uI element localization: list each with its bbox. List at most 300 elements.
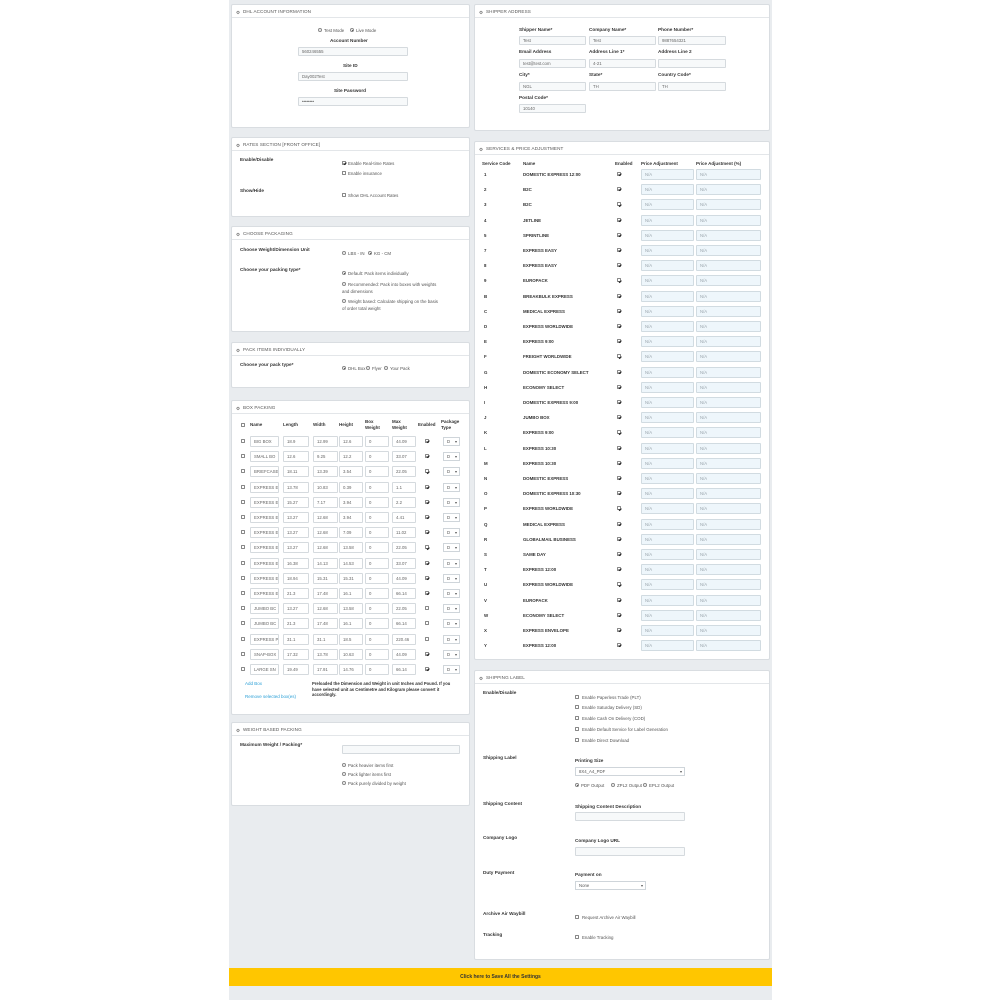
price-adjustment-pct-input[interactable]: N/A bbox=[696, 534, 761, 545]
box-length-input[interactable]: 13.27 bbox=[283, 542, 309, 553]
package-type-select[interactable] bbox=[443, 650, 460, 659]
saturday-checkbox[interactable] bbox=[575, 705, 579, 709]
row-select-checkbox[interactable] bbox=[241, 621, 245, 625]
box-weight-input[interactable]: 0 bbox=[365, 466, 389, 477]
box-width-input[interactable]: 12.68 bbox=[313, 542, 338, 553]
price-adjustment-pct-input[interactable]: N/A bbox=[696, 503, 761, 514]
service-enabled-checkbox[interactable] bbox=[617, 506, 621, 510]
price-adjustment-input[interactable]: N/A bbox=[641, 230, 694, 241]
package-type-select[interactable] bbox=[443, 498, 460, 507]
box-width-input[interactable]: 13.39 bbox=[313, 466, 338, 477]
box-height-input[interactable]: 14.76 bbox=[339, 664, 363, 675]
price-adjustment-input[interactable]: N/A bbox=[641, 503, 694, 514]
package-type-select[interactable] bbox=[443, 589, 460, 598]
price-adjustment-pct-input[interactable]: N/A bbox=[696, 230, 761, 241]
service-enabled-checkbox[interactable] bbox=[617, 537, 621, 541]
box-length-input[interactable]: 17.32 bbox=[283, 649, 309, 660]
box-enabled-checkbox[interactable] bbox=[425, 621, 429, 625]
your-pack-radio[interactable] bbox=[384, 366, 388, 370]
cod-checkbox[interactable] bbox=[575, 716, 579, 720]
box-enabled-checkbox[interactable] bbox=[425, 469, 429, 473]
service-enabled-checkbox[interactable] bbox=[617, 522, 621, 526]
box-max-weight-input[interactable]: 66.14 bbox=[392, 664, 416, 675]
price-adjustment-input[interactable]: N/A bbox=[641, 245, 694, 256]
row-select-checkbox[interactable] bbox=[241, 606, 245, 610]
service-enabled-checkbox[interactable] bbox=[617, 643, 621, 647]
price-adjustment-input[interactable]: N/A bbox=[641, 549, 694, 560]
email-input[interactable]: test@test.com bbox=[519, 59, 586, 68]
price-adjustment-pct-input[interactable]: N/A bbox=[696, 640, 761, 651]
price-adjustment-input[interactable]: N/A bbox=[641, 382, 694, 393]
box-max-weight-input[interactable]: 11.02 bbox=[392, 527, 416, 538]
box-length-input[interactable]: 19.49 bbox=[283, 664, 309, 675]
box-max-weight-input[interactable]: 44.09 bbox=[392, 573, 416, 584]
box-name-input[interactable]: BRIEFCASE bbox=[250, 466, 279, 477]
service-enabled-checkbox[interactable] bbox=[617, 567, 621, 571]
pack-weight-radio[interactable] bbox=[342, 299, 346, 303]
price-adjustment-pct-input[interactable]: N/A bbox=[696, 260, 761, 271]
service-code: 3 bbox=[484, 202, 487, 208]
box-weight-input[interactable]: 0 bbox=[365, 542, 389, 553]
box-length-input[interactable]: 18.94 bbox=[283, 573, 309, 584]
package-type-select[interactable] bbox=[443, 665, 460, 674]
flyer-radio[interactable] bbox=[366, 366, 370, 370]
row-select-checkbox[interactable] bbox=[241, 545, 245, 549]
box-weight-input[interactable]: 0 bbox=[365, 603, 389, 614]
service-enabled-checkbox[interactable] bbox=[617, 552, 621, 556]
box-name-input[interactable]: EXPRESS E bbox=[250, 497, 279, 508]
postal-input[interactable]: 10140 bbox=[519, 104, 586, 113]
package-type-select[interactable] bbox=[443, 528, 460, 537]
box-width-input[interactable]: 31.1 bbox=[313, 634, 338, 645]
printing-size-select[interactable] bbox=[575, 767, 685, 776]
box-weight-input[interactable]: 0 bbox=[365, 588, 389, 599]
test-mode-radio[interactable] bbox=[318, 28, 322, 32]
price-adjustment-input[interactable]: N/A bbox=[641, 427, 694, 438]
box-max-weight-input[interactable]: 44.09 bbox=[392, 649, 416, 660]
box-name-input[interactable]: JUMBO BC bbox=[250, 603, 279, 614]
service-enabled-checkbox[interactable] bbox=[617, 430, 621, 434]
box-max-weight-input[interactable]: 4.41 bbox=[392, 512, 416, 523]
package-type-select[interactable] bbox=[443, 467, 460, 476]
box-width-input[interactable]: 15.31 bbox=[313, 573, 338, 584]
box-height-input[interactable]: 14.53 bbox=[339, 558, 363, 569]
box-weight-input[interactable]: 0 bbox=[365, 436, 389, 447]
col-service-enabled: Enabled bbox=[615, 161, 633, 166]
box-height-input[interactable]: 18.5 bbox=[339, 634, 363, 645]
shipper-name-input[interactable]: Test bbox=[519, 36, 586, 45]
enable-realtime-checkbox[interactable] bbox=[342, 161, 346, 165]
price-adjustment-pct-input[interactable]: N/A bbox=[696, 351, 761, 362]
package-type-select[interactable] bbox=[443, 559, 460, 568]
box-enabled-checkbox[interactable] bbox=[425, 439, 429, 443]
box-enabled-checkbox[interactable] bbox=[425, 530, 429, 534]
price-adjustment-pct-input[interactable]: N/A bbox=[696, 595, 761, 606]
price-adjustment-pct-input[interactable]: N/A bbox=[696, 564, 761, 575]
divided-weight-radio[interactable] bbox=[342, 781, 346, 785]
service-enabled-checkbox[interactable] bbox=[617, 294, 621, 298]
price-adjustment-input[interactable]: N/A bbox=[641, 625, 694, 636]
table-row bbox=[232, 558, 471, 570]
price-adjustment-pct-input[interactable]: N/A bbox=[696, 275, 761, 286]
box-name-input[interactable]: EXPRESS P bbox=[250, 634, 279, 645]
box-name-input[interactable]: LARGE SN bbox=[250, 664, 279, 675]
box-width-input[interactable]: 17.48 bbox=[313, 618, 338, 629]
service-enabled-checkbox[interactable] bbox=[617, 339, 621, 343]
box-name-input[interactable]: EXPRESS E bbox=[250, 573, 279, 584]
box-length-input[interactable]: 21.3 bbox=[283, 588, 309, 599]
payment-on-select[interactable] bbox=[575, 881, 646, 890]
service-enabled-checkbox[interactable] bbox=[617, 385, 621, 389]
package-type-select[interactable] bbox=[443, 543, 460, 552]
box-name-input[interactable]: EXPRESS E bbox=[250, 558, 279, 569]
price-adjustment-input[interactable]: N/A bbox=[641, 169, 694, 180]
price-adjustment-input[interactable]: N/A bbox=[641, 595, 694, 606]
service-enabled-checkbox[interactable] bbox=[617, 187, 621, 191]
box-enabled-checkbox[interactable] bbox=[425, 591, 429, 595]
price-adjustment-input[interactable]: N/A bbox=[641, 336, 694, 347]
box-length-input[interactable]: 18.9 bbox=[283, 436, 309, 447]
price-adjustment-pct-input[interactable]: N/A bbox=[696, 443, 761, 454]
box-width-input[interactable]: 9.25 bbox=[313, 451, 338, 462]
box-name-input[interactable]: EXPRESS E bbox=[250, 588, 279, 599]
box-weight-input[interactable]: 0 bbox=[365, 527, 389, 538]
site-password-input[interactable]: •••••••• bbox=[298, 97, 408, 106]
package-type-select[interactable] bbox=[443, 604, 460, 613]
box-height-input[interactable]: 10.63 bbox=[339, 649, 363, 660]
zpl2-output-radio[interactable] bbox=[611, 783, 615, 787]
box-weight-input[interactable]: 0 bbox=[365, 573, 389, 584]
box-name-input[interactable]: JUMBO BC bbox=[250, 618, 279, 629]
row-select-checkbox[interactable] bbox=[241, 515, 245, 519]
package-type-select[interactable] bbox=[443, 635, 460, 644]
box-height-input[interactable]: 16.1 bbox=[339, 588, 363, 599]
service-enabled-checkbox[interactable] bbox=[617, 400, 621, 404]
row-select-checkbox[interactable] bbox=[241, 485, 245, 489]
direct-download-checkbox[interactable] bbox=[575, 738, 579, 742]
box-weight-input[interactable]: 0 bbox=[365, 618, 389, 629]
box-enabled-checkbox[interactable] bbox=[425, 576, 429, 580]
box-max-weight-input[interactable]: 66.14 bbox=[392, 618, 416, 629]
price-adjustment-input[interactable]: N/A bbox=[641, 275, 694, 286]
box-weight-input[interactable]: 0 bbox=[365, 664, 389, 675]
row-select-checkbox[interactable] bbox=[241, 530, 245, 534]
row-select-checkbox[interactable] bbox=[241, 561, 245, 565]
package-type-select[interactable] bbox=[443, 437, 460, 446]
box-weight-input[interactable]: 0 bbox=[365, 497, 389, 508]
service-enabled-checkbox[interactable] bbox=[617, 218, 621, 222]
price-adjustment-pct-input[interactable]: N/A bbox=[696, 306, 761, 317]
pdf-output-radio[interactable] bbox=[575, 783, 579, 787]
service-enabled-checkbox[interactable] bbox=[617, 202, 621, 206]
shipping-content-input[interactable] bbox=[575, 812, 685, 821]
price-adjustment-input[interactable]: N/A bbox=[641, 184, 694, 195]
price-adjustment-pct-input[interactable]: N/A bbox=[696, 488, 761, 499]
box-enabled-checkbox[interactable] bbox=[425, 652, 429, 656]
service-code: 1 bbox=[484, 172, 487, 177]
plt-checkbox[interactable] bbox=[575, 695, 579, 699]
chevron-down-icon: ▾ bbox=[454, 499, 457, 505]
price-adjustment-input[interactable]: N/A bbox=[641, 260, 694, 271]
country-input[interactable]: TH bbox=[658, 82, 726, 91]
box-width-input[interactable]: 13.78 bbox=[313, 649, 338, 660]
service-enabled-checkbox[interactable] bbox=[617, 476, 621, 480]
box-max-weight-input[interactable]: 22.05 bbox=[392, 466, 416, 477]
unit-kg-radio[interactable] bbox=[368, 251, 372, 255]
row-select-checkbox[interactable] bbox=[241, 500, 245, 504]
row-select-checkbox[interactable] bbox=[241, 667, 245, 671]
box-name-input[interactable]: SNAP-BOX bbox=[250, 649, 279, 660]
box-name-input[interactable]: EXPRESS E bbox=[250, 482, 279, 493]
box-height-input[interactable]: 0.39 bbox=[339, 482, 363, 493]
live-mode-radio[interactable] bbox=[350, 28, 354, 32]
select-all-checkbox[interactable] bbox=[241, 423, 245, 427]
box-width-input[interactable]: 12.99 bbox=[313, 436, 338, 447]
service-name: ECONOMY SELECT bbox=[523, 384, 565, 390]
price-adjustment-input[interactable]: N/A bbox=[641, 640, 694, 651]
box-length-input[interactable]: 13.27 bbox=[283, 512, 309, 523]
price-adjustment-pct-input[interactable]: N/A bbox=[696, 397, 761, 408]
service-enabled-checkbox[interactable] bbox=[617, 370, 621, 374]
row-select-checkbox[interactable] bbox=[241, 576, 245, 580]
price-adjustment-pct-input[interactable]: N/A bbox=[696, 245, 761, 256]
service-enabled-checkbox[interactable] bbox=[617, 491, 621, 495]
package-type-select[interactable] bbox=[443, 574, 460, 583]
box-width-input[interactable]: 14.13 bbox=[313, 558, 338, 569]
enable-insurance-checkbox[interactable] bbox=[342, 171, 346, 175]
row-select-checkbox[interactable] bbox=[241, 439, 245, 443]
price-adjustment-input[interactable]: N/A bbox=[641, 534, 694, 545]
box-name-input[interactable]: BIG BOX bbox=[250, 436, 279, 447]
box-max-weight-input[interactable]: 33.07 bbox=[392, 451, 416, 462]
service-enabled-checkbox[interactable] bbox=[617, 446, 621, 450]
price-adjustment-pct-input[interactable]: N/A bbox=[696, 382, 761, 393]
box-length-input[interactable]: 18.11 bbox=[283, 466, 309, 477]
box-max-weight-input[interactable]: 220.46 bbox=[392, 634, 416, 645]
price-adjustment-input[interactable]: N/A bbox=[641, 397, 694, 408]
price-adjustment-pct-input[interactable]: N/A bbox=[696, 579, 761, 590]
row-select-checkbox[interactable] bbox=[241, 454, 245, 458]
box-width-input[interactable]: 12.68 bbox=[313, 527, 338, 538]
price-adjustment-input[interactable]: N/A bbox=[641, 488, 694, 499]
box-weight-input[interactable]: 0 bbox=[365, 451, 389, 462]
box-length-input[interactable]: 13.27 bbox=[283, 527, 309, 538]
site-id-input[interactable]: Day002Test bbox=[298, 72, 408, 81]
box-enabled-checkbox[interactable] bbox=[425, 454, 429, 458]
box-width-input[interactable]: 7.17 bbox=[313, 497, 338, 508]
box-width-input[interactable]: 12.68 bbox=[313, 603, 338, 614]
box-height-input[interactable]: 3.94 bbox=[339, 512, 363, 523]
box-height-input[interactable]: 12.2 bbox=[339, 451, 363, 462]
remove-boxes-link[interactable]: Remove selected box(es) bbox=[245, 694, 297, 699]
box-height-input[interactable]: 13.58 bbox=[339, 542, 363, 553]
box-length-input[interactable]: 15.27 bbox=[283, 497, 309, 508]
unit-lbs-radio[interactable] bbox=[342, 251, 346, 255]
box-length-input[interactable]: 31.1 bbox=[283, 634, 309, 645]
address1-input[interactable]: 4-21 bbox=[589, 59, 656, 68]
default-service-checkbox[interactable] bbox=[575, 727, 579, 731]
box-height-input[interactable]: 7.09 bbox=[339, 527, 363, 538]
box-max-weight-input[interactable]: 44.09 bbox=[392, 436, 416, 447]
box-length-input[interactable]: 12.6 bbox=[283, 451, 309, 462]
city-input[interactable]: NGL bbox=[519, 82, 586, 91]
box-width-input[interactable]: 17.48 bbox=[313, 588, 338, 599]
phone-input[interactable]: 9887654321 bbox=[658, 36, 726, 45]
service-enabled-checkbox[interactable] bbox=[617, 628, 621, 632]
price-adjustment-input[interactable]: N/A bbox=[641, 443, 694, 454]
box-weight-input[interactable]: 0 bbox=[365, 649, 389, 660]
box-enabled-checkbox[interactable] bbox=[425, 500, 429, 504]
service-enabled-checkbox[interactable] bbox=[617, 354, 621, 358]
box-height-input[interactable]: 13.58 bbox=[339, 603, 363, 614]
box-length-input[interactable]: 13.27 bbox=[283, 603, 309, 614]
price-adjustment-input[interactable]: N/A bbox=[641, 215, 694, 226]
price-adjustment-input[interactable]: N/A bbox=[641, 351, 694, 362]
lighter-first-radio[interactable] bbox=[342, 772, 346, 776]
box-height-input[interactable]: 16.1 bbox=[339, 618, 363, 629]
price-adjustment-input[interactable]: N/A bbox=[641, 321, 694, 332]
price-adjustment-pct-input[interactable]: N/A bbox=[696, 519, 761, 530]
box-width-input[interactable]: 10.83 bbox=[313, 482, 338, 493]
box-height-input[interactable]: 3.94 bbox=[339, 497, 363, 508]
service-enabled-checkbox[interactable] bbox=[617, 278, 621, 282]
add-box-link[interactable]: Add Box bbox=[245, 681, 263, 686]
price-adjustment-input[interactable]: N/A bbox=[641, 519, 694, 530]
box-enabled-checkbox[interactable] bbox=[425, 515, 429, 519]
box-weight-input[interactable]: 0 bbox=[365, 512, 389, 523]
company-name-input[interactable]: Test bbox=[589, 36, 656, 45]
save-settings-button[interactable]: Click here to Save All the Settings bbox=[229, 968, 772, 986]
box-max-weight-input[interactable]: 22.05 bbox=[392, 542, 416, 553]
row-select-checkbox[interactable] bbox=[241, 469, 245, 473]
chevron-down-icon: ▾ bbox=[454, 636, 457, 642]
price-adjustment-pct-input[interactable]: N/A bbox=[696, 215, 761, 226]
price-adjustment-input[interactable]: N/A bbox=[641, 199, 694, 210]
box-name-input[interactable]: EXPRESS E bbox=[250, 512, 279, 523]
price-adjustment-pct-input[interactable]: N/A bbox=[696, 458, 761, 469]
box-name-input[interactable]: EXPRESS E bbox=[250, 527, 279, 538]
package-type-select[interactable] bbox=[443, 483, 460, 492]
box-enabled-checkbox[interactable] bbox=[425, 606, 429, 610]
company-logo-url-input[interactable] bbox=[575, 847, 685, 856]
col-enabled: Enabled bbox=[418, 422, 436, 427]
box-length-input[interactable]: 16.38 bbox=[283, 558, 309, 569]
epl2-output-label: EPL2 Output bbox=[649, 783, 675, 788]
price-adjustment-pct-input[interactable]: N/A bbox=[696, 412, 761, 423]
price-adjustment-pct-input[interactable]: N/A bbox=[696, 169, 761, 180]
box-width-input[interactable]: 12.68 bbox=[313, 512, 338, 523]
tracking-checkbox[interactable] bbox=[575, 935, 579, 939]
service-enabled-checkbox[interactable] bbox=[617, 324, 621, 328]
box-weight-input[interactable]: 0 bbox=[365, 558, 389, 569]
box-length-input[interactable]: 13.78 bbox=[283, 482, 309, 493]
price-adjustment-pct-input[interactable]: N/A bbox=[696, 199, 761, 210]
box-name-input[interactable]: SMALL BO bbox=[250, 451, 279, 462]
price-adjustment-input[interactable]: N/A bbox=[641, 458, 694, 469]
price-adjustment-pct-input[interactable]: N/A bbox=[696, 625, 761, 636]
service-enabled-checkbox[interactable] bbox=[617, 415, 621, 419]
box-max-weight-input[interactable]: 22.05 bbox=[392, 603, 416, 614]
price-adjustment-pct-input[interactable]: N/A bbox=[696, 610, 761, 621]
box-height-input[interactable]: 12.6 bbox=[339, 436, 363, 447]
account-number-input[interactable]: 560246555 bbox=[298, 47, 408, 56]
price-adjustment-input[interactable]: N/A bbox=[641, 306, 694, 317]
package-type-select[interactable] bbox=[443, 619, 460, 628]
price-adjustment-input[interactable]: N/A bbox=[641, 367, 694, 378]
box-max-weight-input[interactable]: 1.1 bbox=[392, 482, 416, 493]
row-select-checkbox[interactable] bbox=[241, 637, 245, 641]
max-weight-input[interactable] bbox=[342, 745, 460, 754]
box-height-input[interactable]: 3.54 bbox=[339, 466, 363, 477]
epl2-output-radio[interactable] bbox=[643, 783, 647, 787]
price-adjustment-pct-input[interactable]: N/A bbox=[696, 427, 761, 438]
price-adjustment-pct-input[interactable]: N/A bbox=[696, 321, 761, 332]
service-enabled-checkbox[interactable] bbox=[617, 582, 621, 586]
box-enabled-checkbox[interactable] bbox=[425, 485, 429, 489]
box-enabled-checkbox[interactable] bbox=[425, 667, 429, 671]
service-enabled-checkbox[interactable] bbox=[617, 613, 621, 617]
package-type-select[interactable] bbox=[443, 452, 460, 461]
service-code: 2 bbox=[484, 187, 487, 193]
price-adjustment-pct-input[interactable]: N/A bbox=[696, 367, 761, 378]
box-max-weight-input[interactable]: 2.2 bbox=[392, 497, 416, 508]
box-max-weight-input[interactable]: 66.14 bbox=[392, 588, 416, 599]
price-adjustment-pct-input[interactable]: N/A bbox=[696, 336, 761, 347]
service-enabled-checkbox[interactable] bbox=[617, 309, 621, 313]
dhl-box-radio[interactable] bbox=[342, 366, 346, 370]
box-name-input[interactable]: EXPRESS E bbox=[250, 542, 279, 553]
box-width-input[interactable]: 17.91 bbox=[313, 664, 338, 675]
state-input[interactable]: TH bbox=[589, 82, 656, 91]
box-enabled-checkbox[interactable] bbox=[425, 561, 429, 565]
box-enabled-checkbox[interactable] bbox=[425, 545, 429, 549]
price-adjustment-input[interactable]: N/A bbox=[641, 291, 694, 302]
service-enabled-checkbox[interactable] bbox=[617, 598, 621, 602]
box-height-input[interactable]: 15.31 bbox=[339, 573, 363, 584]
address2-input[interactable] bbox=[658, 59, 726, 68]
price-adjustment-input[interactable]: N/A bbox=[641, 412, 694, 423]
service-enabled-checkbox[interactable] bbox=[617, 263, 621, 267]
row-select-checkbox[interactable] bbox=[241, 652, 245, 656]
service-enabled-checkbox[interactable] bbox=[617, 248, 621, 252]
price-adjustment-input[interactable]: N/A bbox=[641, 564, 694, 575]
archive-checkbox[interactable] bbox=[575, 915, 579, 919]
package-type-select[interactable] bbox=[443, 513, 460, 522]
row-select-checkbox[interactable] bbox=[241, 591, 245, 595]
box-weight-input[interactable]: 0 bbox=[365, 482, 389, 493]
heavier-first-radio[interactable] bbox=[342, 763, 346, 767]
price-adjustment-input[interactable]: N/A bbox=[641, 579, 694, 590]
box-enabled-checkbox[interactable] bbox=[425, 637, 429, 641]
price-adjustment-input[interactable]: N/A bbox=[641, 473, 694, 484]
box-length-input[interactable]: 21.3 bbox=[283, 618, 309, 629]
price-adjustment-pct-input[interactable]: N/A bbox=[696, 549, 761, 560]
price-adjustment-pct-input[interactable]: N/A bbox=[696, 291, 761, 302]
show-account-rates-checkbox[interactable] bbox=[342, 193, 346, 197]
box-max-weight-input[interactable]: 33.07 bbox=[392, 558, 416, 569]
price-adjustment-pct-input[interactable]: N/A bbox=[696, 184, 761, 195]
pack-default-radio[interactable] bbox=[342, 271, 346, 275]
box-weight-input[interactable]: 0 bbox=[365, 634, 389, 645]
service-enabled-checkbox[interactable] bbox=[617, 461, 621, 465]
pack-boxes-radio[interactable] bbox=[342, 282, 346, 286]
package-type-value: D bbox=[447, 484, 451, 490]
price-adjustment-input[interactable]: N/A bbox=[641, 610, 694, 621]
service-enabled-checkbox[interactable] bbox=[617, 172, 621, 176]
service-enabled-checkbox[interactable] bbox=[617, 233, 621, 237]
price-adjustment-pct-input[interactable]: N/A bbox=[696, 473, 761, 484]
printing-size-label: Printing Size bbox=[575, 758, 604, 763]
